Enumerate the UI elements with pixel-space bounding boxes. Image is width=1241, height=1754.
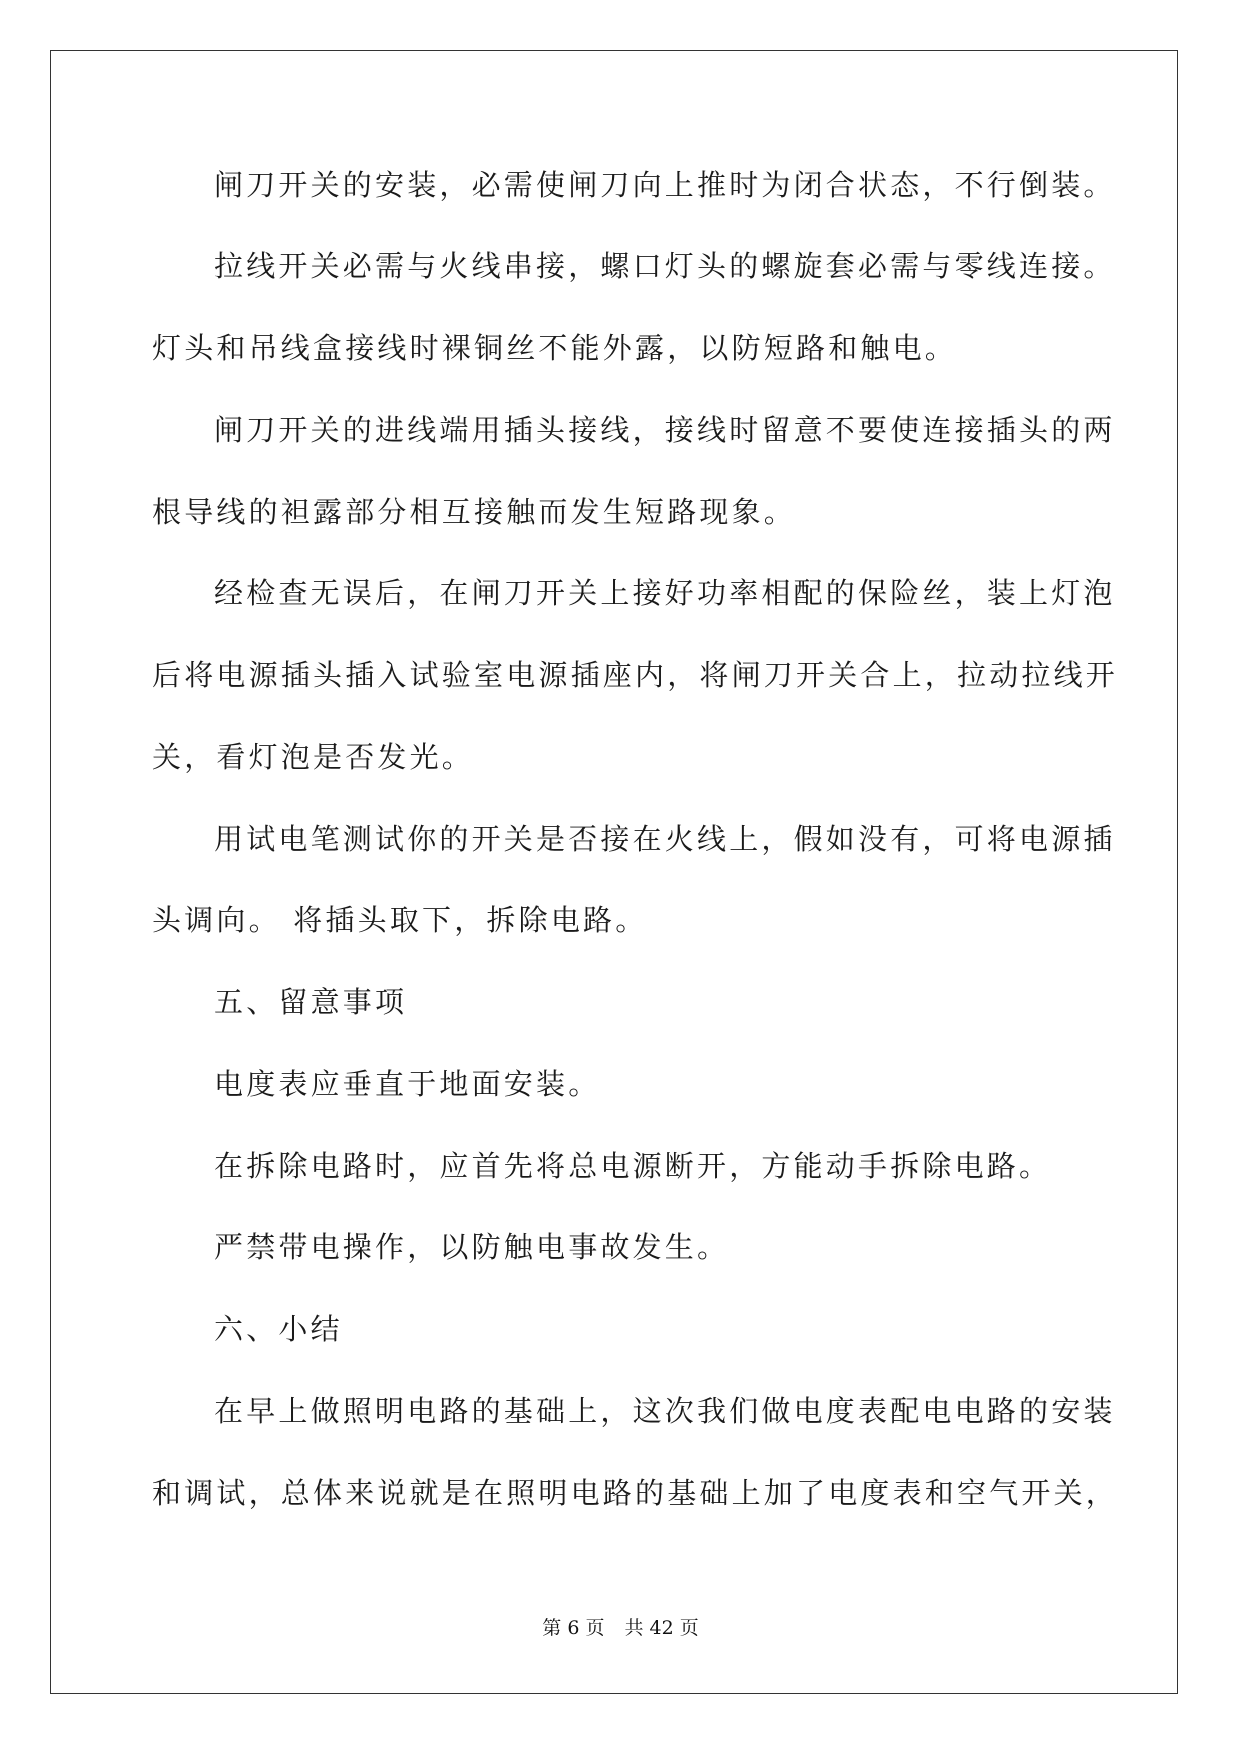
paragraph-line: 根导线的袒露部分相互接触而发生短路现象。 bbox=[152, 495, 797, 529]
page-footer bbox=[0, 1616, 1241, 1640]
paragraph-line: 灯头和吊线盒接线时裸铜丝不能外露，以防短路和触电。 bbox=[152, 331, 958, 365]
section-heading: 五、留意事项 bbox=[214, 985, 408, 1019]
paragraph-line: 用试电笔测试你的开关是否接在火线上，假如没有，可将电源插 bbox=[214, 822, 1116, 856]
paragraph-line: 闸刀开关的进线端用插头接线，接线时留意不要使连接插头的两 bbox=[214, 413, 1116, 447]
page-total: 共 42 页 bbox=[624, 1617, 699, 1639]
paragraph-line: 头调向。 将插头取下，拆除电路。 bbox=[152, 903, 648, 937]
paragraph-line: 电度表应垂直于地面安装。 bbox=[214, 1067, 601, 1101]
paragraph-line: 在早上做照明电路的基础上，这次我们做电度表配电电路的安装 bbox=[214, 1394, 1116, 1428]
paragraph-line: 在拆除电路时，应首先将总电源断开，方能动手拆除电路。 bbox=[214, 1149, 1052, 1183]
page-border bbox=[50, 50, 1178, 1694]
paragraph-line: 拉线开关必需与火线串接，螺口灯头的螺旋套必需与零线连接。 bbox=[214, 249, 1116, 283]
section-heading: 六、小结 bbox=[214, 1312, 343, 1346]
paragraph-line: 严禁带电操作，以防触电事故发生。 bbox=[214, 1230, 730, 1264]
paragraph-line: 经检查无误后，在闸刀开关上接好功率相配的保险丝，装上灯泡 bbox=[214, 576, 1116, 610]
page-number: 第 6 页 bbox=[542, 1617, 605, 1639]
paragraph-line: 和调试，总体来说就是在照明电路的基础上加了电度表和空气开关， bbox=[152, 1476, 1119, 1510]
paragraph-line: 关，看灯泡是否发光。 bbox=[152, 740, 475, 774]
paragraph-line: 闸刀开关的安装，必需使闸刀向上推时为闭合状态，不行倒装。 bbox=[214, 168, 1116, 202]
paragraph-line: 后将电源插头插入试验室电源插座内，将闸刀开关合上，拉动拉线开 bbox=[152, 658, 1119, 692]
